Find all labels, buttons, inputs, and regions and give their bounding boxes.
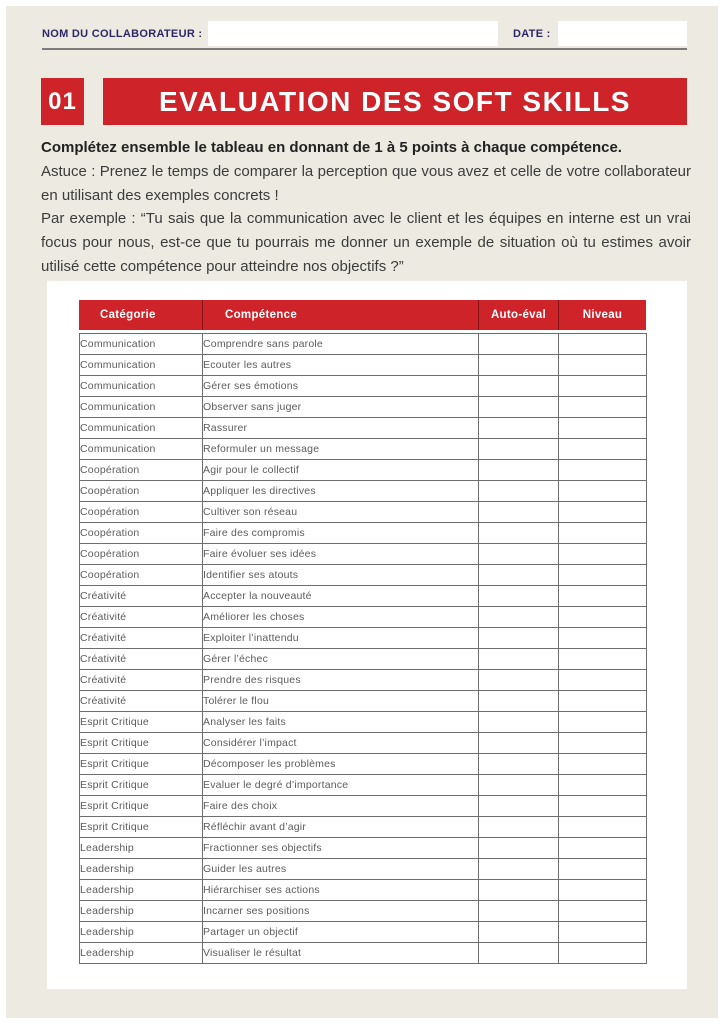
auto-eval-cell[interactable]: [479, 439, 559, 460]
table-row: [80, 775, 647, 796]
auto-eval-cell[interactable]: [479, 733, 559, 754]
category-cell: Créativité: [80, 691, 203, 712]
competence-cell: Réfléchir avant d’agir: [203, 817, 479, 838]
skills-table: [79, 333, 647, 964]
niveau-cell[interactable]: [559, 649, 647, 670]
table-row: [80, 733, 647, 754]
competence-cell: Prendre des risques: [203, 670, 479, 691]
niveau-cell[interactable]: [559, 628, 647, 649]
table-row: [80, 670, 647, 691]
category-cell: Leadership: [80, 838, 203, 859]
auto-eval-cell[interactable]: [479, 418, 559, 439]
category-cell: Créativité: [80, 649, 203, 670]
niveau-cell[interactable]: [559, 880, 647, 901]
niveau-cell[interactable]: [559, 523, 647, 544]
table-row: [80, 439, 647, 460]
section-number-badge: 01: [41, 78, 84, 125]
competence-cell: Rassurer: [203, 418, 479, 439]
category-cell: Créativité: [80, 607, 203, 628]
category-cell: Créativité: [80, 586, 203, 607]
table-row: [80, 544, 647, 565]
table-row: [80, 796, 647, 817]
auto-eval-cell[interactable]: [479, 586, 559, 607]
table-row: [80, 586, 647, 607]
competence-cell: Comprendre sans parole: [203, 334, 479, 355]
niveau-cell[interactable]: [559, 418, 647, 439]
table-row: [80, 754, 647, 775]
table-row: [80, 376, 647, 397]
auto-eval-cell[interactable]: [479, 817, 559, 838]
auto-eval-cell[interactable]: [479, 880, 559, 901]
auto-eval-cell[interactable]: [479, 334, 559, 355]
category-cell: Leadership: [80, 922, 203, 943]
table-row: [80, 355, 647, 376]
auto-eval-cell[interactable]: [479, 691, 559, 712]
auto-eval-cell[interactable]: [479, 838, 559, 859]
competence-cell: Analyser les faits: [203, 712, 479, 733]
category-cell: Esprit Critique: [80, 712, 203, 733]
category-cell: Coopération: [80, 565, 203, 586]
header-divider: [42, 48, 687, 50]
category-cell: Coopération: [80, 481, 203, 502]
table-row: [80, 502, 647, 523]
auto-eval-cell[interactable]: [479, 523, 559, 544]
category-cell: Coopération: [80, 523, 203, 544]
intro-tip: Astuce : Prenez le temps de comparer la perception que vous avez et celle de votre collaborateur en utilisant des exemples concrets !: [41, 162, 691, 204]
table-row: [80, 901, 647, 922]
competence-cell: Décomposer les problèmes: [203, 754, 479, 775]
competence-cell: Gérer l’échec: [203, 649, 479, 670]
auto-eval-cell[interactable]: [479, 397, 559, 418]
category-cell: Leadership: [80, 880, 203, 901]
auto-eval-cell[interactable]: [479, 460, 559, 481]
category-cell: Coopération: [80, 544, 203, 565]
auto-eval-cell[interactable]: [479, 754, 559, 775]
niveau-cell[interactable]: [559, 817, 647, 838]
table-row: [80, 880, 647, 901]
table-row: [80, 481, 647, 502]
category-cell: Esprit Critique: [80, 754, 203, 775]
column-header-competence: Compétence: [202, 300, 478, 330]
table-row: [80, 649, 647, 670]
competence-cell: Visualiser le résultat: [203, 943, 479, 964]
intro-example: Par exemple : “Tu sais que la communication avec le client et les équipes en interne est un vrai focus pour nous, est-ce que tu pourrais me donner un exemple de situation où tu estimes avoir utilisé cette compétence pour atteindre nos objectifs ?”: [41, 210, 691, 275]
table-row: [80, 418, 647, 439]
competence-cell: Faire des choix: [203, 796, 479, 817]
auto-eval-cell[interactable]: [479, 628, 559, 649]
competence-cell: Agir pour le collectif: [203, 460, 479, 481]
competence-cell: Guider les autres: [203, 859, 479, 880]
niveau-cell[interactable]: [559, 334, 647, 355]
section-title-banner: EVALUATION DES SOFT SKILLS: [103, 78, 687, 125]
table-row: [80, 838, 647, 859]
category-cell: Coopération: [80, 460, 203, 481]
competence-cell: Fractionner ses objectifs: [203, 838, 479, 859]
table-row: [80, 607, 647, 628]
competence-cell: Faire des compromis: [203, 523, 479, 544]
auto-eval-cell[interactable]: [479, 712, 559, 733]
auto-eval-cell[interactable]: [479, 670, 559, 691]
table-row: [80, 943, 647, 964]
table-row: [80, 628, 647, 649]
competence-cell: Reformuler un message: [203, 439, 479, 460]
category-cell: Communication: [80, 439, 203, 460]
niveau-cell[interactable]: [559, 754, 647, 775]
table-row: [80, 460, 647, 481]
column-header-niveau: Niveau: [558, 300, 646, 330]
table-row: [80, 691, 647, 712]
category-cell: Leadership: [80, 859, 203, 880]
competence-cell: Accepter la nouveauté: [203, 586, 479, 607]
skills-table-body: [80, 334, 647, 964]
competence-cell: Hiérarchiser ses actions: [203, 880, 479, 901]
auto-eval-cell[interactable]: [479, 796, 559, 817]
competence-cell: Identifier ses atouts: [203, 565, 479, 586]
auto-eval-cell[interactable]: [479, 775, 559, 796]
niveau-cell[interactable]: [559, 691, 647, 712]
competence-cell: Tolérer le flou: [203, 691, 479, 712]
competence-cell: Exploiter l’inattendu: [203, 628, 479, 649]
niveau-cell[interactable]: [559, 460, 647, 481]
niveau-cell[interactable]: [559, 439, 647, 460]
collaborator-name-label: NOM DU COLLABORATEUR :: [42, 28, 203, 40]
table-row: [80, 565, 647, 586]
category-cell: Coopération: [80, 502, 203, 523]
auto-eval-cell[interactable]: [479, 502, 559, 523]
category-cell: Leadership: [80, 901, 203, 922]
auto-eval-cell[interactable]: [479, 355, 559, 376]
category-cell: Esprit Critique: [80, 817, 203, 838]
skills-table-header: [79, 300, 646, 330]
competence-cell: Faire évoluer ses idées: [203, 544, 479, 565]
competence-cell: Incarner ses positions: [203, 901, 479, 922]
niveau-cell[interactable]: [559, 544, 647, 565]
niveau-cell[interactable]: [559, 922, 647, 943]
column-header-categorie: Catégorie: [100, 309, 156, 321]
column-header-auto-eval: Auto-éval: [478, 300, 558, 330]
niveau-cell[interactable]: [559, 502, 647, 523]
niveau-cell[interactable]: [559, 712, 647, 733]
niveau-cell[interactable]: [559, 586, 647, 607]
niveau-cell[interactable]: [559, 355, 647, 376]
niveau-cell[interactable]: [559, 943, 647, 964]
table-row: [80, 397, 647, 418]
auto-eval-cell[interactable]: [479, 859, 559, 880]
table-row: [80, 859, 647, 880]
competence-cell: Ecouter les autres: [203, 355, 479, 376]
niveau-cell[interactable]: [559, 481, 647, 502]
category-cell: Communication: [80, 376, 203, 397]
competence-cell: Evaluer le degré d’importance: [203, 775, 479, 796]
niveau-cell[interactable]: [559, 607, 647, 628]
auto-eval-cell[interactable]: [479, 922, 559, 943]
niveau-cell[interactable]: [559, 901, 647, 922]
category-cell: Esprit Critique: [80, 796, 203, 817]
auto-eval-cell[interactable]: [479, 943, 559, 964]
table-row: [80, 922, 647, 943]
category-cell: Communication: [80, 418, 203, 439]
competence-cell: Gérer ses émotions: [203, 376, 479, 397]
auto-eval-cell[interactable]: [479, 376, 559, 397]
category-cell: Leadership: [80, 943, 203, 964]
category-cell: Créativité: [80, 670, 203, 691]
competence-cell: Appliquer les directives: [203, 481, 479, 502]
category-cell: Créativité: [80, 628, 203, 649]
auto-eval-cell[interactable]: [479, 607, 559, 628]
auto-eval-cell[interactable]: [479, 481, 559, 502]
niveau-cell[interactable]: [559, 838, 647, 859]
intro-instruction: Complétez ensemble le tableau en donnant de 1 à 5 points à chaque compétence.: [41, 139, 622, 156]
table-row: [80, 712, 647, 733]
auto-eval-cell[interactable]: [479, 649, 559, 670]
category-cell: Esprit Critique: [80, 775, 203, 796]
niveau-cell[interactable]: [559, 670, 647, 691]
competence-cell: Cultiver son réseau: [203, 502, 479, 523]
niveau-cell[interactable]: [559, 859, 647, 880]
auto-eval-cell[interactable]: [479, 901, 559, 922]
category-cell: Esprit Critique: [80, 733, 203, 754]
intro-text: [41, 136, 691, 279]
collaborator-name-field[interactable]: [208, 21, 498, 46]
niveau-cell[interactable]: [559, 733, 647, 754]
competence-cell: Améliorer les choses: [203, 607, 479, 628]
niveau-cell[interactable]: [559, 397, 647, 418]
table-row: [80, 523, 647, 544]
category-cell: Communication: [80, 397, 203, 418]
category-cell: Communication: [80, 355, 203, 376]
auto-eval-cell[interactable]: [479, 565, 559, 586]
niveau-cell[interactable]: [559, 796, 647, 817]
niveau-cell[interactable]: [559, 565, 647, 586]
competence-cell: Observer sans juger: [203, 397, 479, 418]
category-cell: Communication: [80, 334, 203, 355]
auto-eval-cell[interactable]: [479, 544, 559, 565]
table-row: [80, 334, 647, 355]
date-field[interactable]: [558, 21, 687, 46]
competence-cell: Partager un objectif: [203, 922, 479, 943]
date-label: DATE :: [513, 28, 551, 40]
niveau-cell[interactable]: [559, 376, 647, 397]
competence-cell: Considérer l’impact: [203, 733, 479, 754]
table-row: [80, 817, 647, 838]
niveau-cell[interactable]: [559, 775, 647, 796]
